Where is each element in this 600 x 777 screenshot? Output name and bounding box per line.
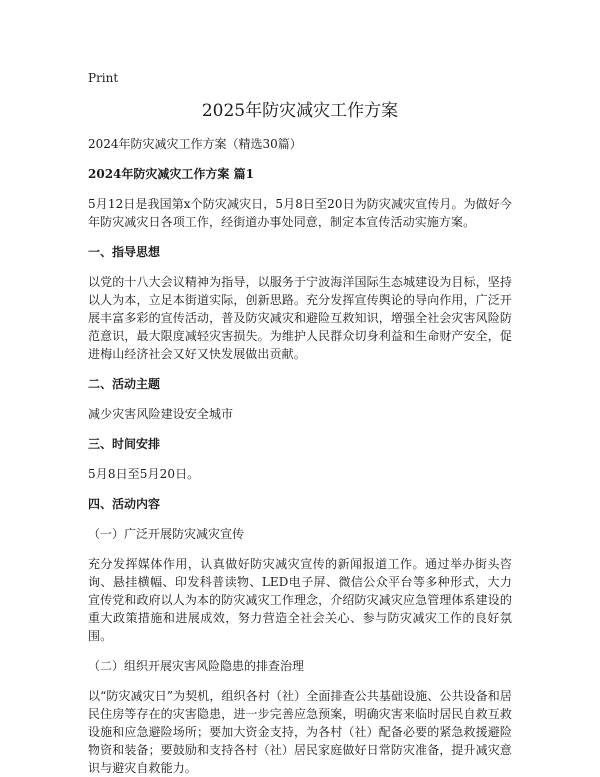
subsection-heading-publicity: （一）广泛开展防灾减灾宣传	[88, 527, 245, 541]
document-page	[88, 64, 512, 777]
section-text-guiding-ideology: 以党的十八大会议精神为指导，以服务于宁波海洋国际生态城建设为目标，坚持以人为本，立足本街道实际，创新思路。充分发挥宣传舆论的导向作用，广泛开展丰富多彩的宣传活动，普及防灾减灾和避险互救知识，增强全社会灾害风险防范意识，最大限度减轻灾害损失。为维护人民群众切身利益和生命财产安全，促进梅山经济社会又好又快发展做出贡献。	[88, 275, 512, 361]
section-text-schedule: 5月8日至5月20日。	[88, 467, 200, 481]
document-subtitle: 2024年防灾减灾工作方案（精选30篇）	[88, 137, 302, 151]
subsection-text-publicity: 充分发挥媒体作用，认真做好防灾减灾宣传的新闻报道工作。通过举办街头咨询、悬挂横幅、印发科普读物、LED电子屏、微信公众平台等多种形式，大力宣传党和政府以人为本的防灾减灾工作理念，介绍防灾减灾应急管理体系建设的重大政策措施和进展成效，努力营造全社会关心、参与防灾减灾工作的良好氛围。	[88, 557, 512, 643]
intro-paragraph: 5月12日是我国第x个防灾减灾日，5月8日至20日为防灾减灾宣传月。为做好今年防灾减灾日各项工作，经街道办事处同意，制定本宣传活动实施方案。	[88, 197, 513, 229]
subsection-heading-hazard-check: （二）组织开展灾害风险隐患的排查治理	[88, 659, 305, 673]
section-text-theme: 减少灾害风险建设安全城市	[88, 407, 234, 421]
print-link[interactable]: Print	[88, 71, 119, 85]
subsection-text-hazard-check: 以“防灾减灾日”为契机，组织各村（社）全面排查公共基础设施、公共设备和居民住房等存在的灾害隐患，进一步完善应急预案，明确灾害来临时居民自救互救设施和应急避险场所；要加大资金支持，为各村（社）配备必要的紧急救援避险物资和装备；要鼓励和支持各村（社）居民家庭做好日常防灾准备，提升减灾意识与避灾自救能力。	[88, 689, 512, 775]
section-heading-guiding-ideology: 一、指导思想	[88, 245, 161, 259]
section-heading-activities: 四、活动内容	[88, 497, 161, 511]
article-heading: 2024年防灾减灾工作方案 篇1	[88, 167, 254, 181]
page-title: 2025年防灾减灾工作方案	[201, 101, 399, 121]
section-heading-schedule: 三、时间安排	[88, 437, 161, 451]
section-heading-theme: 二、活动主题	[88, 377, 161, 391]
